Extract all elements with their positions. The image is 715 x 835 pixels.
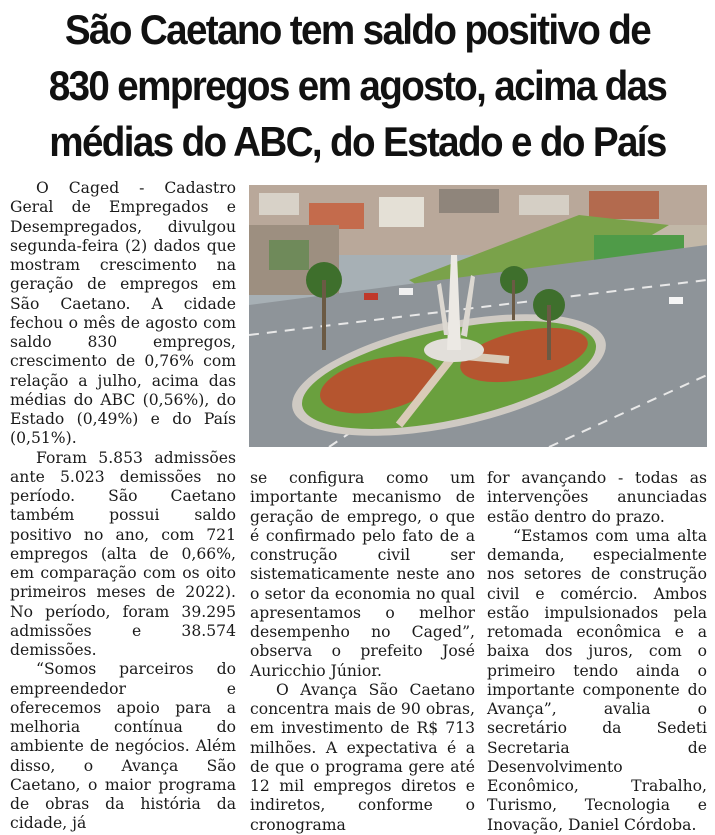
paragraph: O Avança São Caetano concentra mais de 90 obras, em investimento de R$ 713 milhões. A expectativa é a de que o programa gere até 12 mil empregos diretos e indiretos, conforme o cronograma — [250, 680, 475, 834]
article-column-1 — [10, 179, 236, 834]
photo-illustration — [249, 185, 707, 447]
aerial-roundabout-photo — [249, 185, 707, 447]
paragraph: “Somos parceiros do empreendedor e oferecemos apoio para a melhoria contínua do ambiente de negócios. Além disso, o Avança São Caetano, o maior programa de obras da história da cidade, já — [10, 660, 236, 833]
article-column-3 — [487, 469, 707, 835]
paragraph: “Estamos com uma alta demanda, especialmente nos setores de construção civil e comércio. Ambos estão impulsionados pela retomada econômica e a baixa dos juros, com o primeiro tendo ainda o importante componente do Avança”, avalia o secretário da Sedeti Secretaria de Desenvolvimento Econômico, Trabalho, Turismo, Tecnologia e Inovação, Daniel Córdoba. — [487, 526, 707, 834]
paragraph: O Caged - Cadastro Geral de Empregados e Desempregados, divulgou segunda-feira (2) dados que mostram crescimento na geração de empregos em São Caetano. A cidade fechou o mês de agosto com saldo 830 empregos, crescimento de 0,76% com relação a julho, acima das médias do ABC (0,56%), do Estado (0,49%) e do País (0,51%). — [10, 179, 236, 448]
paragraph: for avançando - todas as intervenções anunciadas estão dentro do prazo. — [487, 469, 707, 526]
paragraph: Foram 5.853 admissões ante 5.023 demissões no período. São Caetano também possui saldo positivo no ano, com 721 empregos (alta de 0,66%, em comparação com os oito primeiros meses de 2022). No período, foram 39.295 admissões e 38.574 demissões. — [10, 448, 236, 659]
article-column-2 — [250, 469, 475, 835]
headline: São Caetano tem saldo positivo de 830 empregos em agosto, acima das médias do ABC, do Estado e do País — [48, 6, 667, 165]
paragraph: se configura como um importante mecanismo de geração de emprego, o que é confirmado pelo fato de a construção civil ser sistematicamente neste ano o setor da economia no qual apresentamos o melhor desempenho no Caged”, observa o prefeito José Auricchio Júnior. — [250, 469, 475, 680]
